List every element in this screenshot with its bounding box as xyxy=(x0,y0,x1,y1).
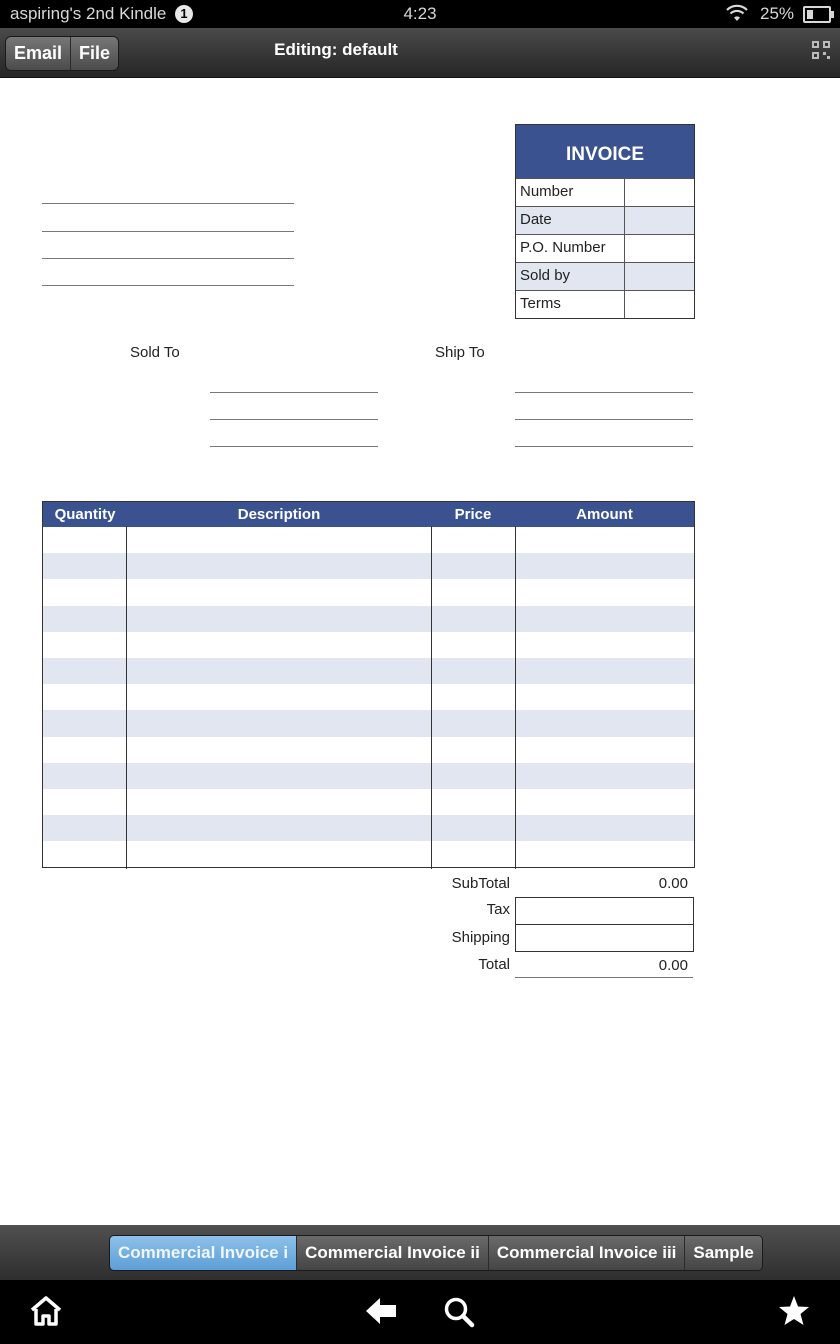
ship-to-line-1[interactable] xyxy=(515,392,693,393)
field-label: Sold by xyxy=(516,263,625,290)
wifi-icon xyxy=(724,3,750,28)
ship-to-line-2[interactable] xyxy=(515,419,693,420)
file-button[interactable]: File xyxy=(70,37,118,70)
table-row[interactable] xyxy=(43,632,694,658)
invoice-field-row xyxy=(516,234,694,262)
tax-label: Tax xyxy=(486,901,510,918)
table-row[interactable] xyxy=(43,606,694,632)
sold-to-label: Sold To xyxy=(130,344,180,361)
address-line-3[interactable] xyxy=(42,258,294,259)
table-row[interactable] xyxy=(43,763,694,789)
line-items-table xyxy=(42,501,695,868)
ship-to-line-3[interactable] xyxy=(515,446,693,447)
home-icon[interactable] xyxy=(29,1296,63,1331)
invoice-field-row xyxy=(516,290,694,318)
sold-to-line-2[interactable] xyxy=(210,419,378,420)
page-title: Editing: default xyxy=(274,40,398,59)
total-underline xyxy=(515,977,693,978)
subtotal-value: 0.00 xyxy=(658,875,688,892)
tab-commercial-invoice-i[interactable]: Commercial Invoice i xyxy=(110,1236,296,1270)
table-row[interactable] xyxy=(43,789,694,815)
toolbar xyxy=(0,28,840,78)
table-row[interactable] xyxy=(43,579,694,605)
table-row[interactable] xyxy=(43,841,694,867)
device-name: aspiring's 2nd Kindle xyxy=(10,4,167,23)
po-number-input[interactable] xyxy=(625,235,694,262)
terms-input[interactable] xyxy=(625,291,694,318)
status-bar xyxy=(0,0,840,28)
column-divider xyxy=(126,526,127,869)
price-header: Price xyxy=(454,506,492,523)
amount-header: Amount xyxy=(576,506,633,523)
tax-input[interactable] xyxy=(515,897,694,925)
total-value: 0.00 xyxy=(658,957,688,974)
field-label: P.O. Number xyxy=(516,235,625,262)
invoice-info-table xyxy=(515,124,695,319)
table-row[interactable] xyxy=(43,737,694,763)
invoice-field-row xyxy=(516,206,694,234)
shipping-input[interactable] xyxy=(515,924,694,952)
table-row[interactable] xyxy=(43,710,694,736)
sold-to-line-1[interactable] xyxy=(210,392,378,393)
subtotal-label: SubTotal xyxy=(451,875,510,892)
back-icon[interactable] xyxy=(365,1297,397,1330)
fullscreen-icon[interactable] xyxy=(812,41,830,64)
column-divider xyxy=(431,526,432,869)
tab-commercial-invoice-ii[interactable]: Commercial Invoice ii xyxy=(296,1236,488,1270)
battery-icon xyxy=(803,6,831,23)
sold-to-line-3[interactable] xyxy=(210,446,378,447)
star-icon[interactable] xyxy=(778,1295,810,1332)
field-label: Terms xyxy=(516,291,625,318)
shipping-label: Shipping xyxy=(451,929,510,946)
notification-badge[interactable]: 1 xyxy=(175,5,193,23)
column-divider xyxy=(515,526,516,869)
total-label: Total xyxy=(478,956,510,973)
battery-percent: 25% xyxy=(760,4,795,23)
address-line-4[interactable] xyxy=(42,285,294,286)
field-label: Number xyxy=(516,179,625,206)
tab-commercial-invoice-iii[interactable]: Commercial Invoice iii xyxy=(488,1236,685,1270)
quantity-header: Quantity xyxy=(54,506,116,523)
table-row[interactable] xyxy=(43,815,694,841)
tab-sample[interactable]: Sample xyxy=(684,1236,761,1270)
search-icon[interactable] xyxy=(443,1296,475,1333)
template-tabs xyxy=(109,1235,763,1271)
table-row[interactable] xyxy=(43,527,694,553)
clock: 4:23 xyxy=(403,4,437,23)
invoice-heading: INVOICE xyxy=(516,125,694,178)
address-line-1[interactable] xyxy=(42,203,294,204)
date-input[interactable] xyxy=(625,207,694,234)
table-header xyxy=(43,502,694,527)
table-row[interactable] xyxy=(43,658,694,684)
field-label: Date xyxy=(516,207,625,234)
table-row[interactable] xyxy=(43,684,694,710)
invoice-field-row xyxy=(516,262,694,290)
number-input[interactable] xyxy=(625,179,694,206)
navigation-bar xyxy=(0,1280,840,1344)
invoice-field-row xyxy=(516,178,694,206)
address-line-2[interactable] xyxy=(42,231,294,232)
template-tab-bar xyxy=(0,1225,840,1280)
table-row[interactable] xyxy=(43,553,694,579)
description-header: Description xyxy=(237,506,321,523)
sold-by-input[interactable] xyxy=(625,263,694,290)
email-button[interactable]: Email xyxy=(6,37,70,70)
ship-to-label: Ship To xyxy=(435,344,485,361)
